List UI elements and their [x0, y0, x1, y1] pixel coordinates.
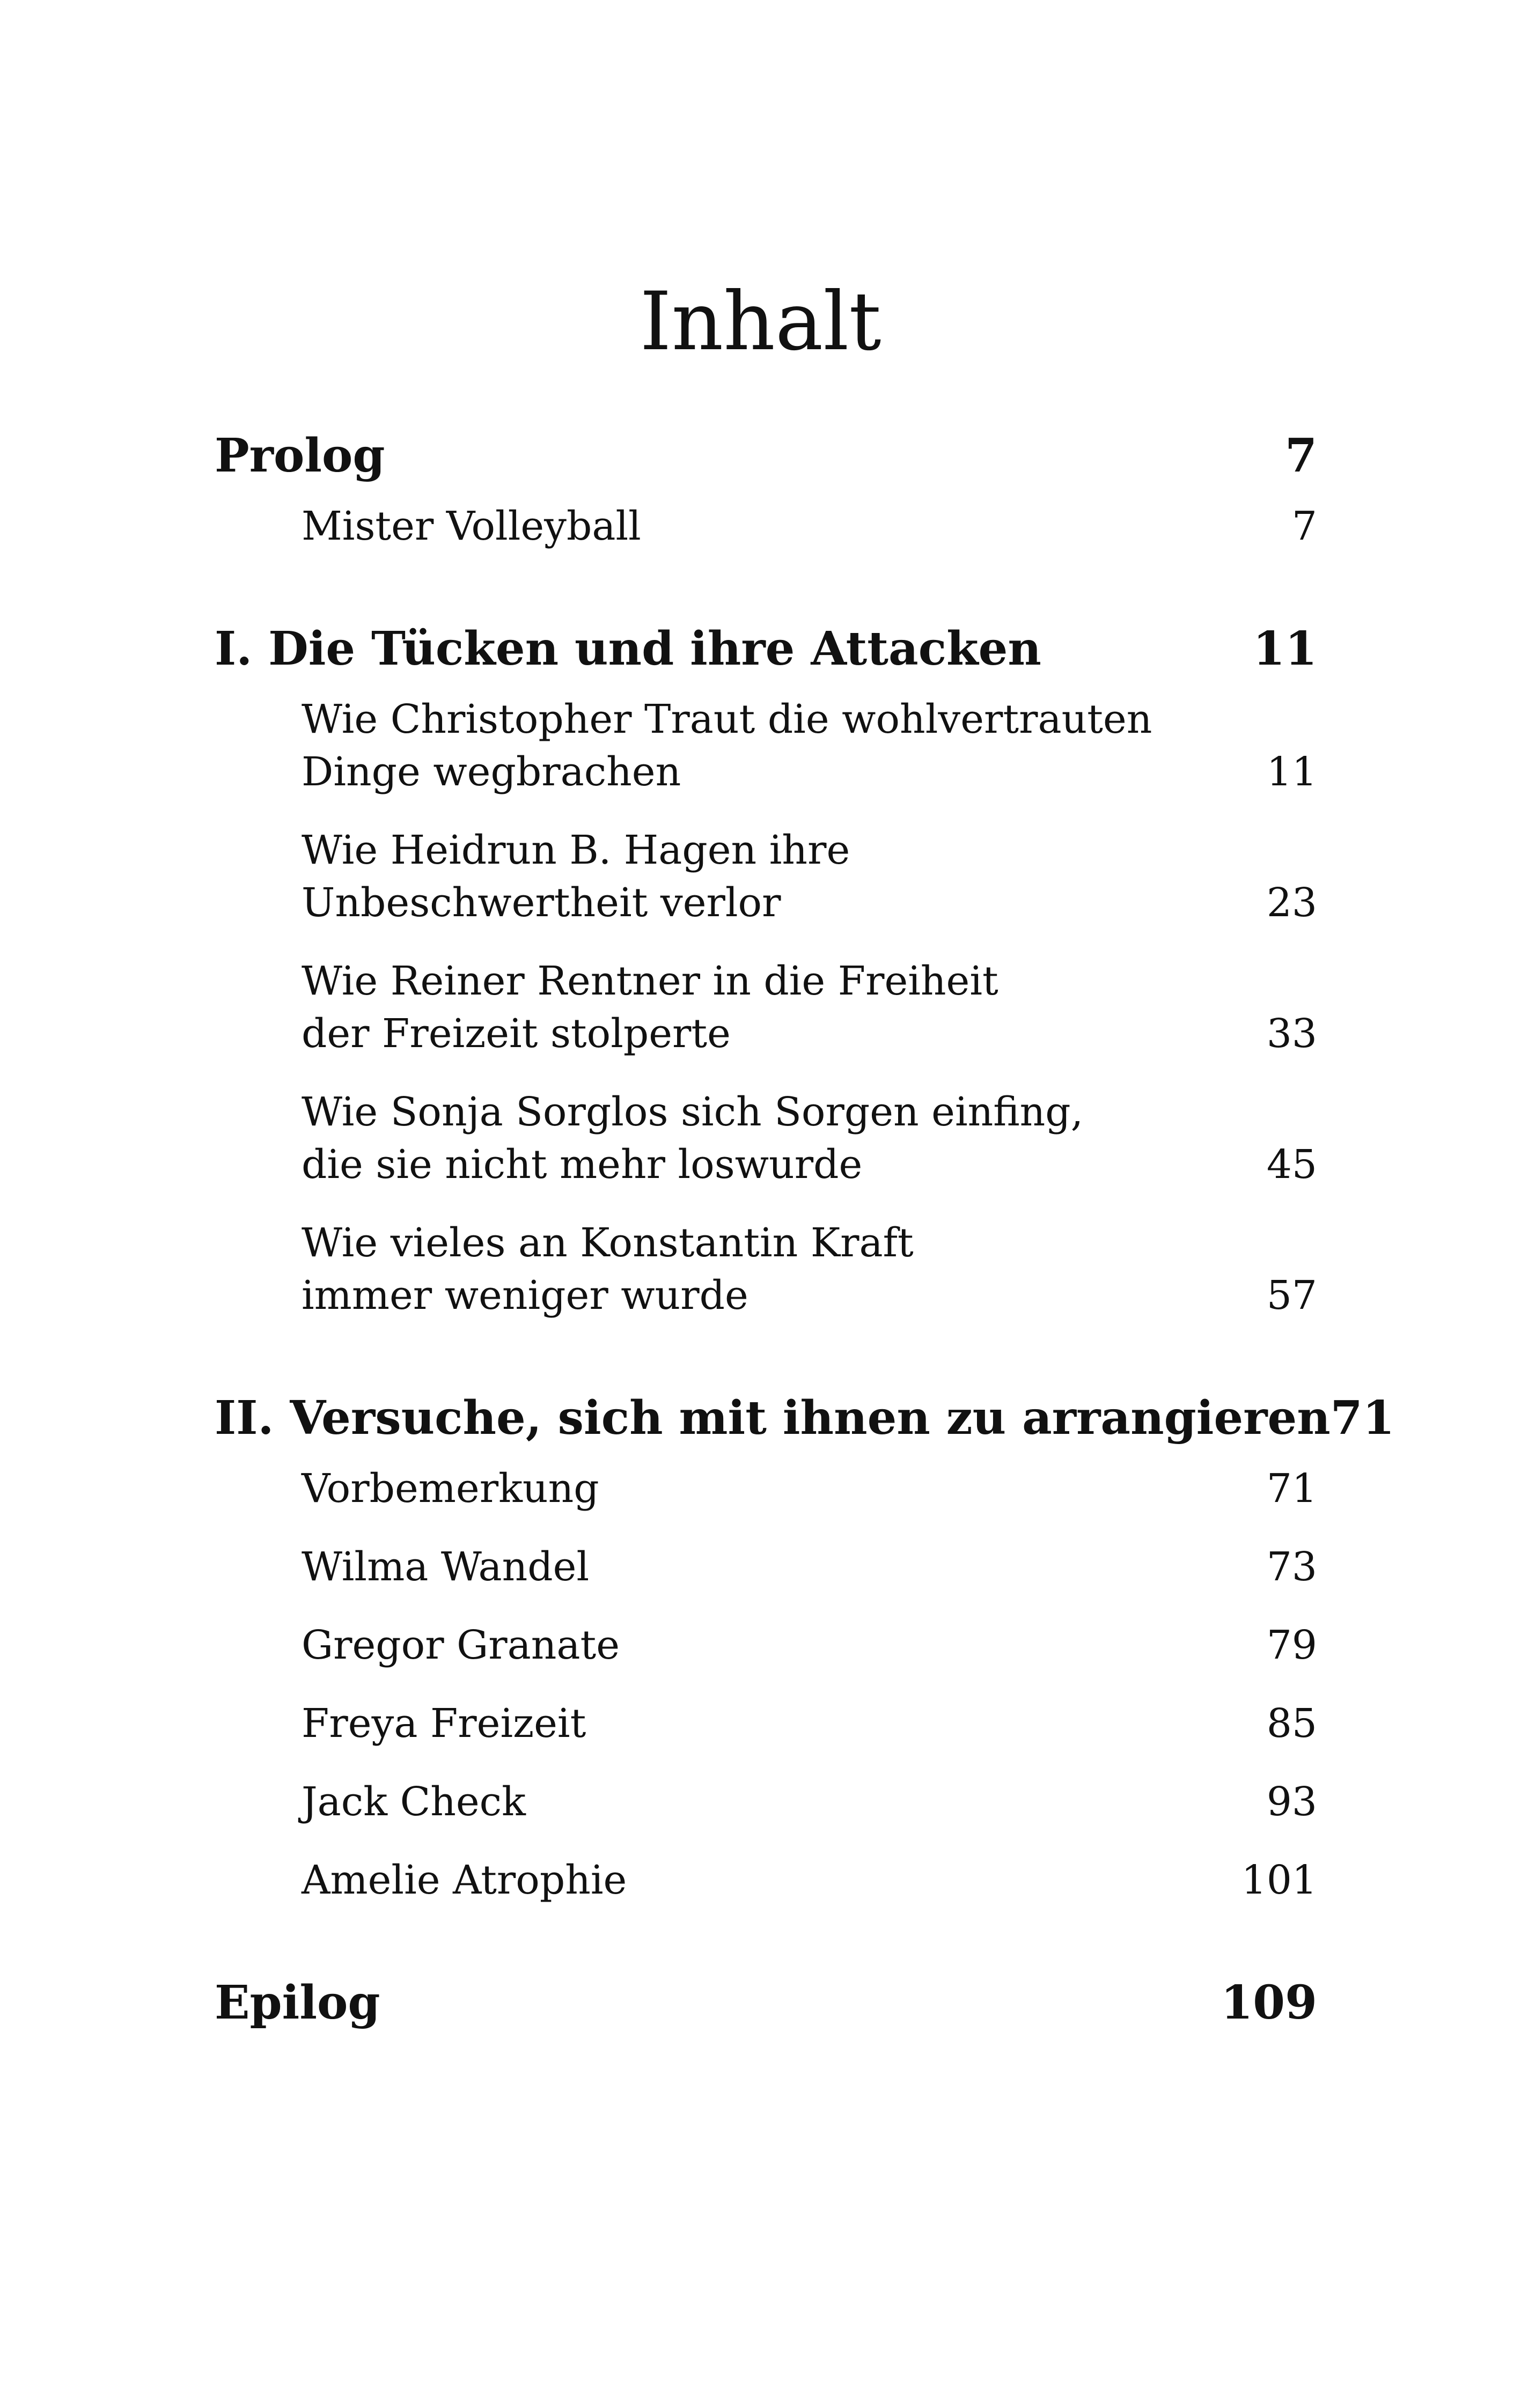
- toc-entry-title: Freya Freizeit: [302, 1700, 586, 1747]
- toc-entry-title: Vorbemerkung: [302, 1466, 599, 1512]
- table-of-contents: [215, 418, 1395, 2041]
- toc-entry-title: Wie vieles an Konstantin Kraft immer weniger wurde: [302, 1220, 914, 1319]
- toc-part-page: 11: [1253, 622, 1317, 676]
- toc-entry-page: 71: [1266, 1466, 1317, 1512]
- toc-entry-title: Wie Sonja Sorglos sich Sorgen einfing, die sie nicht mehr loswurde: [302, 1089, 1084, 1188]
- toc-part-heading: II. Versuche, sich mit ihnen zu arrangieren: [215, 1391, 1331, 1445]
- toc-entry-page: 45: [1266, 1142, 1317, 1188]
- page-title: Inhalt: [640, 275, 881, 369]
- toc-entry-page: 33: [1266, 1011, 1317, 1057]
- toc-entry: [302, 500, 1317, 553]
- toc-entry: [302, 955, 1317, 1060]
- toc-entry-page: 85: [1266, 1700, 1317, 1747]
- toc-part-page: 7: [1285, 429, 1317, 483]
- toc-part-heading: Prolog: [215, 429, 385, 483]
- toc-entry-page: 101: [1241, 1857, 1317, 1903]
- toc-entry-page: 57: [1266, 1272, 1317, 1319]
- toc-part-heading: Epilog: [215, 1976, 380, 2030]
- toc-part-prolog: [215, 418, 1317, 494]
- toc-entry: [302, 693, 1317, 798]
- toc-entry-title: Wie Reiner Rentner in die Freiheit der Freizeit stolperte: [302, 958, 998, 1057]
- toc-entry-title: Wilma Wandel: [302, 1544, 590, 1590]
- toc-entry-title: Wie Christopher Traut die wohlvertrauten Dinge wegbrachen: [302, 696, 1152, 795]
- toc-entry-title: Jack Check: [302, 1779, 526, 1825]
- toc-entry: [302, 1619, 1317, 1671]
- toc-entry-title: Gregor Granate: [302, 1622, 620, 1668]
- toc-entry: [302, 1854, 1317, 1906]
- toc-entry: [302, 1776, 1317, 1828]
- toc-entry: [302, 1086, 1317, 1191]
- toc-part-epilog: [215, 1965, 1317, 2041]
- toc-entry-page: 79: [1266, 1622, 1317, 1668]
- toc-entry-page: 73: [1266, 1544, 1317, 1590]
- toc-part-page: 71: [1330, 1391, 1395, 1445]
- toc-part-1: [215, 612, 1317, 687]
- toc-entry-page: 93: [1266, 1779, 1317, 1825]
- toc-entry-title: Mister Volleyball: [302, 503, 641, 549]
- toc-entry-title: Wie Heidrun B. Hagen ihre Unbeschwertheit verlor: [302, 827, 850, 926]
- toc-entry-page: 23: [1266, 880, 1317, 926]
- toc-entry: [302, 824, 1317, 929]
- toc-entry: [302, 1217, 1317, 1322]
- toc-entry-title: Amelie Atrophie: [302, 1857, 627, 1903]
- toc-entry: [302, 1697, 1317, 1750]
- toc-entry: [302, 1541, 1317, 1593]
- toc-part-heading: I. Die Tücken und ihre Attacken: [215, 622, 1041, 676]
- toc-entry: [302, 1462, 1317, 1515]
- toc-part-2: [215, 1381, 1395, 1456]
- toc-entry-page: 7: [1291, 503, 1317, 549]
- toc-entry-page: 11: [1266, 749, 1317, 795]
- toc-part-page: 109: [1221, 1976, 1317, 2030]
